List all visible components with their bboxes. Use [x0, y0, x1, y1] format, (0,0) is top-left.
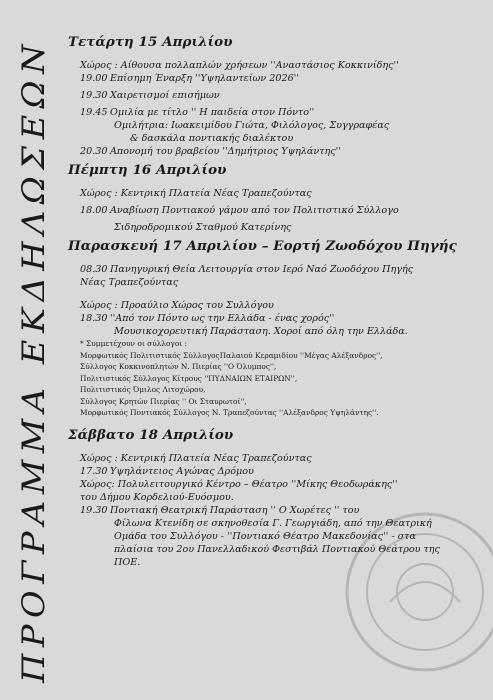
day-title-saturday: Σάββατο 18 Απριλίου — [68, 426, 234, 443]
program-content — [66, 36, 486, 569]
program-line — [66, 72, 486, 85]
program-continuation: Σιδηροδρομικού Σταθμού Κατερίνης — [114, 222, 292, 233]
participant-club: Σύλλογος Κοκκινοπλητών Ν. Πιερίας ''Ο Όλυμπος'', — [80, 362, 277, 371]
day-title-wednesday: Τετάρτη 15 Απριλίου — [68, 34, 233, 50]
program-text: Απονομή του βραβείου ''Δημήτριος Υψηλάντης'' — [110, 146, 341, 157]
speaker-line: & δασκάλα ποντιακής διαλέκτου — [130, 133, 294, 144]
venue-line: Χώρος: Πολυλειτουργικό Κέντρο – Θέατρο ''Μίκης Θεοδωράκης'' — [80, 478, 398, 490]
time-label: 19.00 — [80, 73, 108, 84]
participant-club: Πολιτιστικός Όμιλος Λιτοχώρου, — [80, 385, 206, 394]
participants-heading: * Συμμετέχουν οι σύλλογοι : — [80, 339, 188, 348]
venue-line: Χώρος : Αίθουσα πολλαπλών χρήσεων ''Αναστάσιος Κοκκινίδης'' — [80, 60, 399, 71]
day-title-friday: Παρασκευή 17 Απριλίου – Εορτή Ζωοδόχου Πηγής — [68, 238, 457, 254]
program-line — [66, 504, 486, 517]
program-continuation: πλαίσια του 2ου Πανελλαδικού Φεστιβάλ Ποντιακού Θεάτρου της — [114, 543, 440, 555]
program-line — [66, 204, 486, 217]
time-label: 20.30 — [80, 146, 108, 157]
vertical-title — [0, 0, 62, 700]
time-label: 18.00 — [80, 205, 108, 216]
program-text: Αναβίωση Ποντιακού γάμου από τον Πολιτιστικό Σύλλογο — [110, 205, 399, 216]
program-continuation: Νέας Τραπεζούντας — [80, 277, 179, 288]
venue-line: του Δήμου Κορδελιού-Ευόσμου. — [80, 491, 234, 503]
program-continuation: Ομάδα του Συλλόγου - ''Ποντιακό Θέατρο Μακεδονίας'' - στα — [114, 530, 416, 542]
program-text: Ποντιακή Θεατρική Παράσταση '' Ο Χωρέτες '' του — [110, 504, 360, 516]
participant-club: Σύλλογος Κρητών Πιερίας '' Οι Σταυρωτοί'', — [80, 396, 247, 406]
venue-line: Χώρος : Κεντρική Πλατεία Νέας Τραπεζούντας — [80, 452, 312, 464]
program-continuation: Μουσικοχορευτική Παράσταση. Χοροί από όλη την Ελλάδα. — [114, 326, 408, 337]
program-text: Πανηγυρική Θεία Λειτουργία στον Ιερό Ναό Ζωοδόχου Πηγής — [110, 264, 414, 275]
vertical-title-text: ΠΡΟΓΡΑΜΜΑ ΕΚΔΗΛΩΣΕΩΝ — [16, 88, 52, 683]
speaker-line: Ομιλήτρια: Ιωακειμίδου Γιώτα, Φιλόλογος, Συγγραφέας — [114, 120, 390, 131]
participant-club: Πολιτιστικός Σύλλογος Κίτρους ''ΠΥΔΝΑΙΩΝ ΕΤΑΙΡΩΝ'', — [80, 373, 298, 383]
program-continuation: Φίλωνα Κτενίδη σε σκηνοθεσία Γ. Γεωργιάδη, από την Θεατρική — [114, 517, 432, 529]
program-text: ''Από τον Πόντο ως την Ελλάδα - ένας χορός'' — [110, 313, 335, 324]
program-line — [66, 465, 486, 478]
time-label: 19.30 — [80, 90, 108, 101]
program-text: Ομιλία με τίτλο '' Η παιδεία στον Πόντο'' — [110, 107, 315, 118]
venue-line: Χώρος : Κεντρική Πλατεία Νέας Τραπεζούντας — [80, 188, 312, 199]
venue-line: Χώρος : Προαύλιο Χώρος του Συλλόγου — [80, 300, 274, 311]
program-text: Χαιρετισμοί επισήμων — [110, 90, 220, 101]
program-line — [66, 145, 486, 158]
program-line — [66, 312, 486, 325]
time-label: 17.30 — [80, 465, 108, 477]
program-continuation: ΠΟΕ. — [114, 556, 141, 568]
time-label: 19.30 — [80, 504, 108, 516]
participant-club: Μορφωτικός Ποντιακός Σύλλογος Ν. Τραπεζούντας ''Αλέξανδρος Υψηλάντης''. — [80, 408, 379, 417]
program-line — [66, 89, 486, 102]
program-line — [66, 263, 486, 276]
time-label: 08.30 — [80, 264, 108, 275]
program-text: Υψηλάντειος Αγώνας Δρόμου — [110, 465, 254, 477]
day-title-thursday: Πέμπτη 16 Απριλίου — [68, 162, 227, 178]
program-text: Επίσημη Έναρξη ''Υψηλαντείων 2026'' — [110, 73, 299, 84]
program-line — [66, 106, 486, 119]
time-label: 18.30 — [80, 313, 108, 324]
time-label: 19.45 — [80, 107, 108, 118]
participant-club: Μορφωτικός Πολιτιστικός ΣύλλογοςΠαλαιού Κεραμιδίου ''Μέγας Αλέξανδρος'', — [80, 350, 383, 360]
